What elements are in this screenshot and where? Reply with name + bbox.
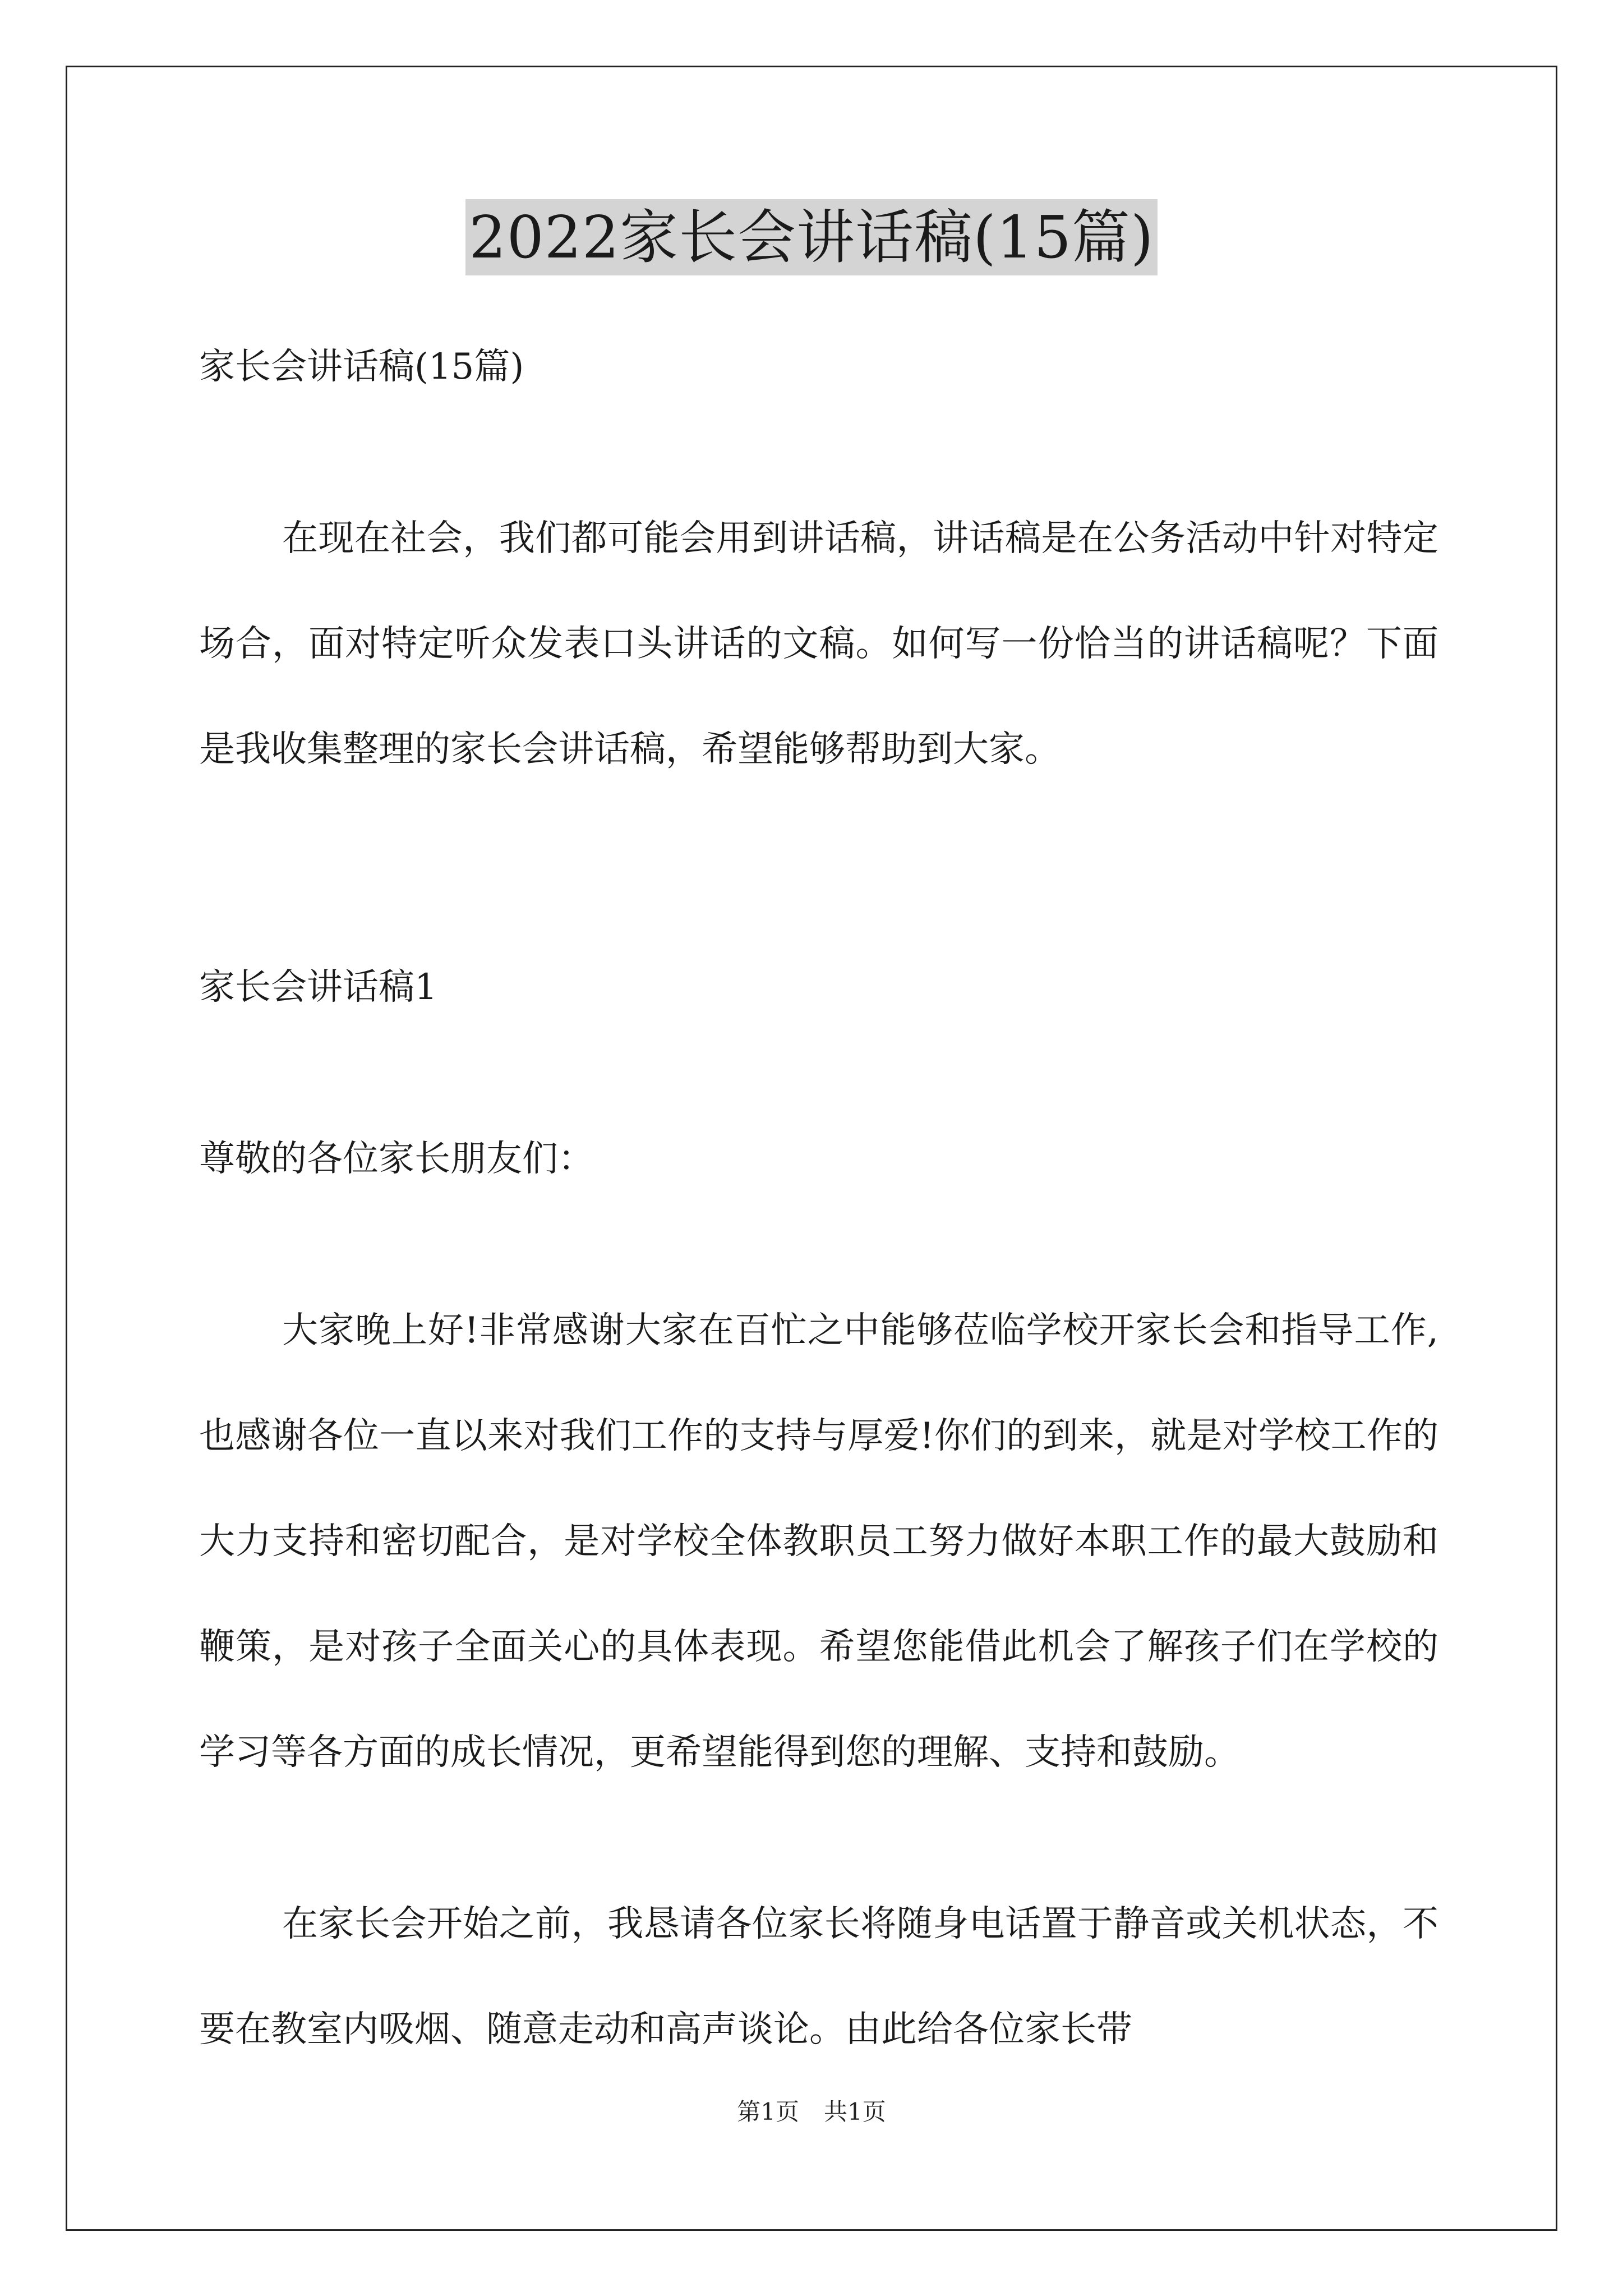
page-total: 共1页 <box>824 2098 886 2125</box>
spacer <box>199 420 1438 486</box>
section-heading: 家长会讲话稿1 <box>199 967 437 1008</box>
document-title: 2022家长会讲话稿(15篇) <box>465 199 1157 275</box>
document-body <box>199 314 1438 2082</box>
body-paragraph: 大家晚上好!非常感谢大家在百忙之中能够莅临学校开家长会和指导工作,也感谢各位一直以来对我们工作的支持与厚爱!你们的到来，就是对学校工作的大力支持和密切配合，是对学校全体教职员工努力做好本职工作的最大鼓励和鞭策，是对孩子全面关心的具体表现。希望您能借此机会了解孩子们在学校的学习等各方面的成长情况，更希望能得到您的理解、支持和鼓励。 <box>199 1310 1438 1773</box>
page-footer <box>0 2095 1623 2129</box>
spacer <box>199 1040 1438 1106</box>
page-number: 第1页 <box>737 2098 799 2125</box>
intro-paragraph: 在现在社会，我们都可能会用到讲话稿，讲话稿是在公务活动中针对特定场合，面对特定听众发表口头讲话的文稿。如何写一份恰当的讲话稿呢？下面是我收集整理的家长会讲话稿，希望能够帮助到大家。 <box>199 518 1438 770</box>
spacer <box>199 868 1438 935</box>
spacer <box>199 1212 1438 1278</box>
spacer <box>199 802 1438 868</box>
salutation: 尊敬的各位家长朋友们： <box>199 1138 594 1180</box>
title-container <box>0 199 1623 275</box>
document-subtitle: 家长会讲话稿(15篇) <box>199 346 524 388</box>
spacer <box>199 1805 1438 1871</box>
body-paragraph: 在家长会开始之前，我恳请各位家长将随身电话置于静音或关机状态，不要在教室内吸烟、随意走动和高声谈论。由此给各位家长带 <box>199 1903 1438 2050</box>
